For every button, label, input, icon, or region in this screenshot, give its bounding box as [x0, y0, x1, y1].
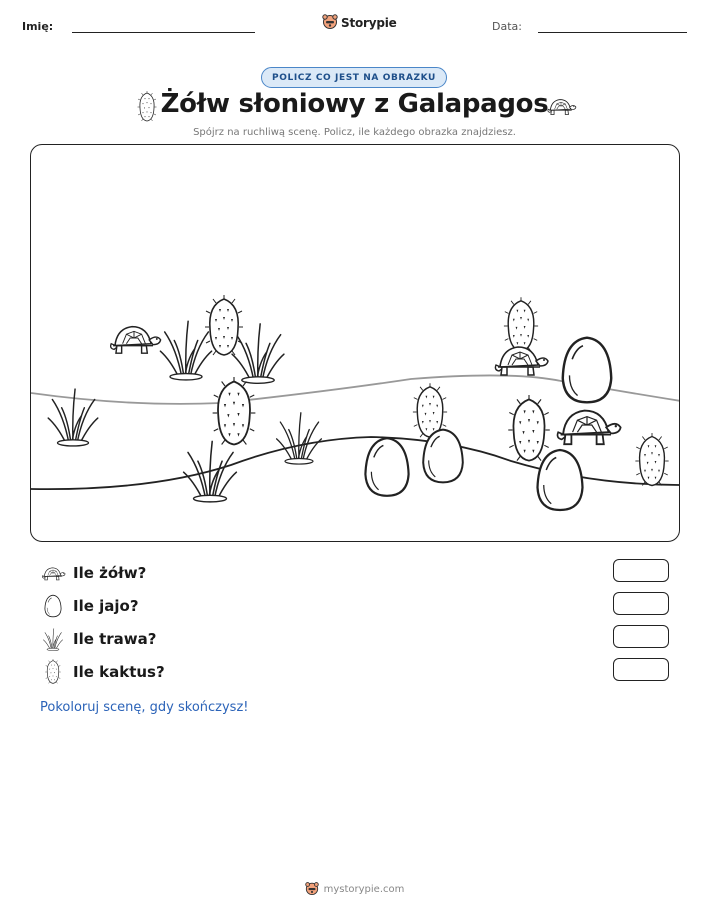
question-label: Ile jajo?: [73, 597, 139, 615]
brand-name: Storypie: [341, 16, 397, 30]
cactus-5: [508, 395, 550, 461]
page-title: Żółw słoniowy z Galapagos: [160, 89, 549, 119]
answer-box-turtle[interactable]: [613, 559, 669, 582]
egg-2: [423, 430, 463, 483]
activity-badge: POLICZ CO JEST NA OBRAZKU: [261, 67, 447, 88]
grass-2: [160, 321, 211, 380]
question-label: Ile kaktus?: [73, 663, 165, 681]
cactus-1: [205, 295, 243, 355]
grass-4: [277, 413, 322, 464]
turtle-3: [558, 411, 621, 445]
grass-3: [232, 324, 284, 383]
turtle-1: [111, 327, 161, 354]
turtle-icon: [545, 95, 577, 121]
egg-3: [563, 338, 611, 403]
turtle-2: [495, 347, 548, 375]
name-label: Imię:: [22, 20, 54, 33]
counting-scene: [30, 144, 680, 542]
cactus-2: [213, 377, 256, 445]
coloring-note: Pokoloruj scenę, gdy skończysz!: [40, 700, 249, 715]
egg-icon: [40, 593, 66, 619]
turtle-icon: [40, 560, 66, 586]
grass-5: [184, 441, 237, 502]
name-line[interactable]: [72, 32, 255, 33]
question-row-grass: [40, 626, 157, 652]
cactus-icon: [40, 659, 66, 685]
storypie-mascot-icon: [305, 880, 319, 899]
storypie-logo: [322, 13, 397, 33]
cactus-6: [635, 433, 668, 486]
grass-icon: [40, 626, 66, 652]
footer-url[interactable]: mystorypie.com: [323, 884, 405, 895]
date-label: Data:: [492, 20, 522, 33]
question-row-cactus: [40, 659, 165, 685]
date-line[interactable]: [538, 32, 687, 33]
question-label: Ile trawa?: [73, 630, 157, 648]
answer-box-egg[interactable]: [613, 592, 669, 615]
question-row-egg: [40, 593, 139, 619]
instructions: Spójrz na ruchliwą scenę. Policz, ile każdego obrazka znajdziesz.: [193, 127, 516, 138]
question-row-turtle: [40, 560, 146, 586]
egg-1: [365, 438, 408, 496]
answer-box-cactus[interactable]: [613, 658, 669, 681]
answer-box-grass[interactable]: [613, 625, 669, 648]
question-label: Ile żółw?: [73, 564, 147, 582]
footer-brand: [0, 880, 709, 899]
egg-4: [538, 450, 583, 510]
storypie-mascot-icon: [322, 13, 338, 33]
cactus-4: [504, 297, 538, 351]
